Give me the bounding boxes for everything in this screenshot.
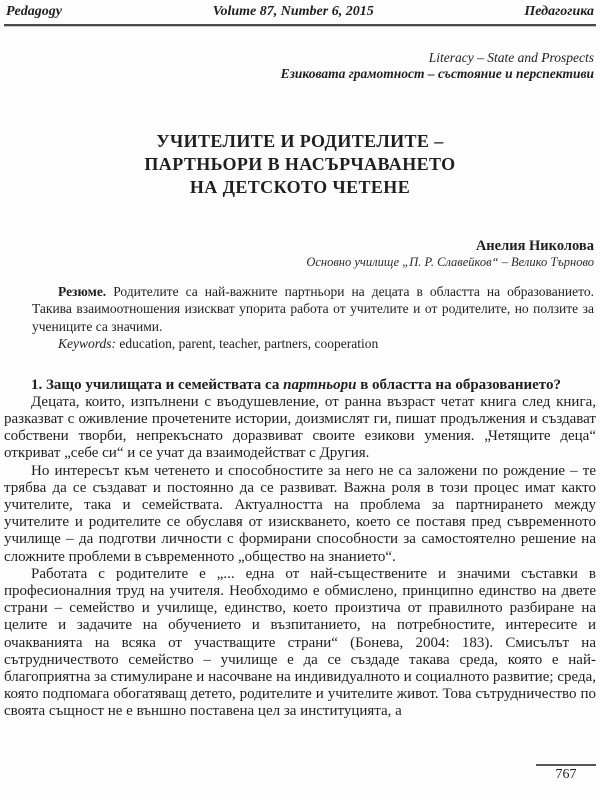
keywords [32,335,594,352]
article-title-line1: УЧИТЕЛИТЕ И РОДИТЕЛИТЕ – [156,131,444,151]
journal-name-english: Pedagogy [6,4,62,19]
body-paragraph-1: Децата, които, изпълнени с въодушевление, от ранна възраст четат книга след книга, разказват с оживление прочетените истории, доизмислят ги, пишат продължения и създават собствени творби, непрекъснато доразвиват своите езикови умения. „Четящите деца“ откриват „себе си“ и се учат да взаимодействат с Другия. [4,393,596,462]
section-banner-english: Literacy – State and Prospects [428,50,594,65]
section-heading [4,377,596,394]
keywords-label: Keywords: [58,336,116,352]
abstract-label: Резюме. [58,284,107,299]
section-banner [4,50,596,81]
section-heading-pre: 1. Защо училищата и семействата са [31,376,284,393]
journal-name-bulgarian: Педагогика [524,4,594,19]
issue-info: Volume 87, Number 6, 2015 [212,4,374,19]
abstract-text: Родителите са най-важните партньори на децата в областта на образованието. Такива взаимоотношения изискват упорита работа от учителите и от родителите, но ползите за учениците са значими. [32,284,594,334]
article-title-line2: ПАРТНЬОРИ В НАСЪРЧАВАНЕТО [144,154,456,174]
keywords-text: education, parent, teacher, partners, cooperation [116,336,379,352]
section-banner-bulgarian: Езиковата грамотност – състояние и перспективи [280,65,594,81]
abstract [32,283,594,335]
article-title [4,130,596,199]
author-name: Анелия Николова [475,238,594,254]
body-paragraph-2: Но интересът към четенето и способностите за него не са заложени по рождение – те трябва да се създават и постоянно да се развиват. Важна роля в този процес имат както учителите, така и семействата. Актуалността на проблема за партнирането между учителите и родителите се обуславя от изискването, което се поставя пред съвременното училище – да подготви личности с формирани способности за самостоятелно решение на сложните проблеми в съвременното „общество на знанието“. [4,462,596,565]
running-head [4,3,596,26]
section-heading-post: в областта на образованието? [356,376,561,393]
page-number: 767 [555,767,577,782]
footer-rule [536,764,596,766]
page-footer [536,764,596,783]
article-body [4,377,596,721]
article-title-line3: НА ДЕТСКОТО ЧЕТЕНЕ [189,177,411,197]
author-affiliation: Основно училище „П. Р. Славейков“ – Велико Търново [306,255,594,269]
author-block [4,238,596,269]
section-heading-emphasis: партньори [283,376,357,393]
body-paragraph-3: Работата с родителите е „... една от най-съществените и значими съставки в професионалния труд на учителя. Необходимо е обмислено, принципно единство на двете страни – семейство и училище, единство, което произтича от правилното разбиране на целите и задачите на обучението и възпитанието, на потребностите, интересите и очакванията на всяка от участващите страни“ (Бонева, 2004: 183). Смисълът на сътрудничеството семейство – училище е да се създаде такава среда, която е най-благоприятна за стимулиране и насочване на индивидуалното и социалното развитие; среда, която подпомага обогатяващ детето, родителите и учителите живот. Това сътрудничество по своята същност не е външно поставена цел за институцията, а [4,565,596,720]
